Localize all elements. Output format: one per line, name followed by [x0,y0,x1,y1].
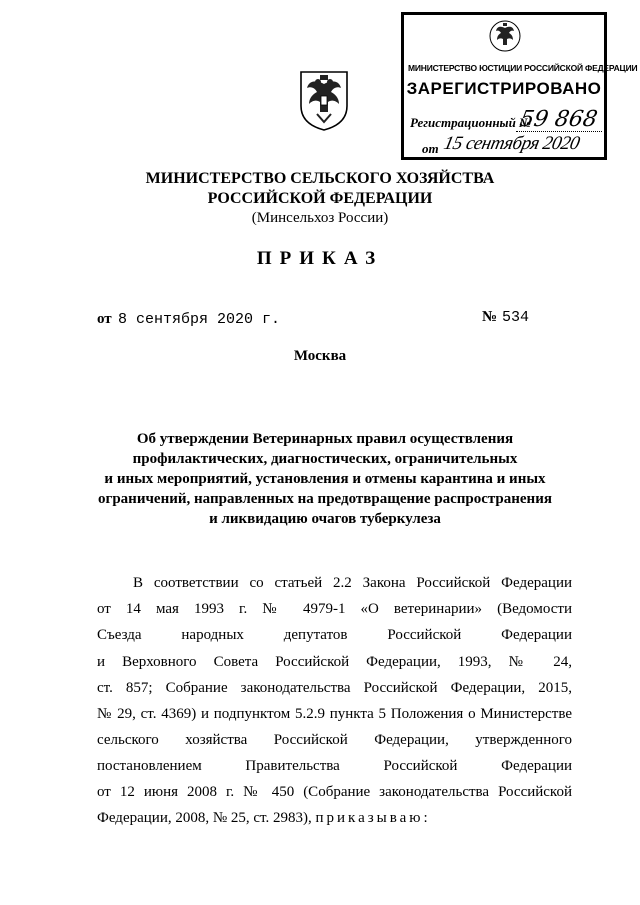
ministry-name-line-1: МИНИСТЕРСТВО СЕЛЬСКОГО ХОЗЯЙСТВА [145,170,495,187]
body-text-line: и Верховного Совета Российской Федерации, 1993, № 24, [97,654,572,670]
body-text-line: В соответствии со статьей 2.2 Закона Российской Федерации [133,575,572,591]
subject-line: и ликвидацию очагов туберкулеза [209,511,441,527]
coat-of-arms-emblem [293,66,355,132]
stamp-underline [516,131,602,132]
subject-line: ограничений, направленных на предотвращение распространения [98,491,552,507]
stamp-registered-label: ЗАРЕГИСТРИРОВАНО [406,79,602,98]
body-text-line-final [97,808,572,828]
order-date: 8 сентября 2020 г. [118,311,281,328]
order-date-label: от [97,311,112,327]
subject-line: Об утверждении Ветеринарных правил осуществления [136,431,514,447]
body-text-line: ст. 857; Собрание законодательства Российской Федерации, 2015, [97,680,572,696]
stamp-reg-number-label: Регистрационный № [410,115,531,130]
stamp-date-label: от [422,141,439,156]
stamp-date-handwritten: 15 сентября 2020 [441,133,582,154]
order-command-word: приказываю: [315,810,431,826]
body-text-line: сельского хозяйства Российской Федерации, утвержденного [97,732,572,748]
registration-stamp [401,12,638,160]
ministry-short-name: (Минсельхоз России) [251,210,389,226]
body-text-fragment: Федерации, 2008, № 25, ст. 2983), [97,810,312,826]
order-title: ПРИКАЗ [256,248,384,269]
stamp-coat-of-arms-emblem [488,18,522,54]
stamp-reg-number: 59 868 [517,107,600,132]
subject-line: профилактических, диагностических, ограничительных [132,451,518,467]
body-text-line: № 29, ст. 4369) и подпунктом 5.2.9 пункта 5 Положения о Министерстве [97,706,572,722]
body-text-line: Съезда народных депутатов Российской Федерации [97,627,572,643]
body-text-line: от 14 мая 1993 г. № 4979-1 «О ветеринарии» (Ведомости [97,601,572,617]
body-text-line: от 12 июня 2008 г. № 450 (Собрание законодательства Российской [97,784,572,800]
subject-line: и иных мероприятий, установления и отмены карантина и иных [104,471,546,487]
body-text-line: постановлением Правительства Российской Федерации [97,758,572,774]
ministry-name-line-2: РОССИЙСКОЙ ФЕДЕРАЦИИ [207,190,433,207]
order-number: 534 [502,309,530,326]
stamp-ministry-name: МИНИСТЕРСТВО ЮСТИЦИИ РОССИЙСКОЙ ФЕДЕРАЦИИ [408,63,638,73]
order-number-label: № [482,309,498,325]
city: Москва [293,348,347,364]
